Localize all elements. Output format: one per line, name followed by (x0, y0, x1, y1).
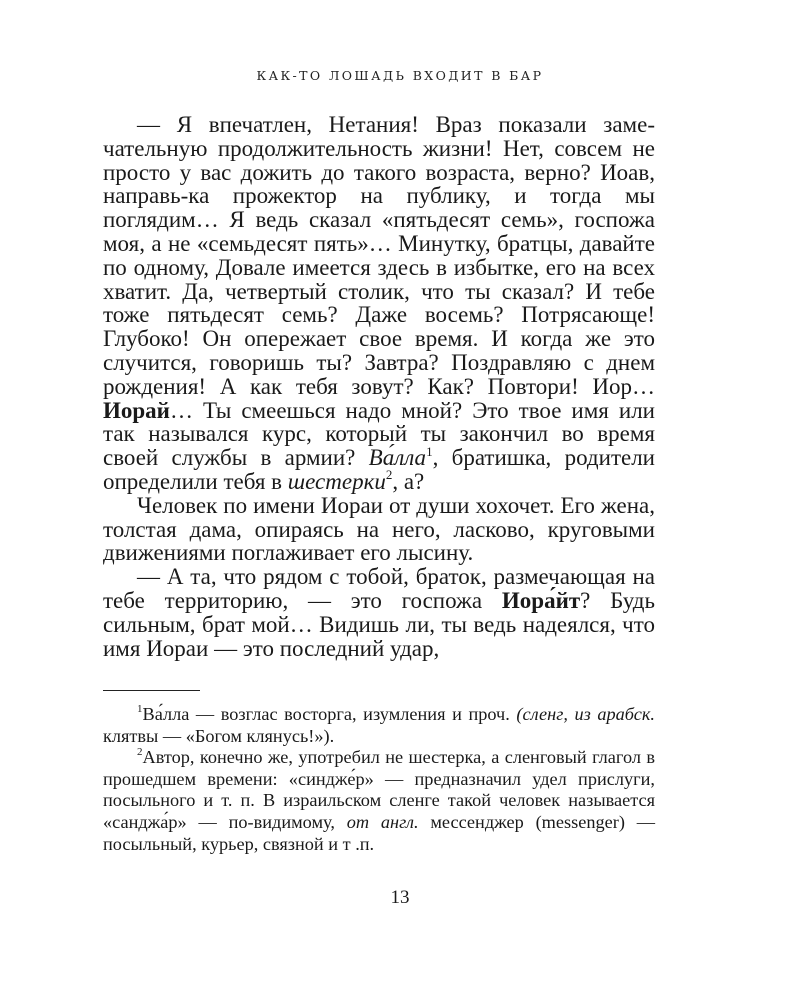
footnote-ref: 2 (385, 467, 393, 483)
page-number: 13 (390, 887, 410, 908)
text-run: ? Будь сильным, брат мой… Видишь ли, ты ведь надеялся, что имя Иораи — это последний удар, (103, 587, 655, 661)
text-run: — А та, что рядом с тобой, браток, размечающая на тебе территорию, — это госпожа (103, 564, 655, 613)
paragraph (103, 565, 655, 660)
footnote-text: Ва́лла — возглас восторга, изумления и проч. (142, 704, 510, 724)
footnote (103, 747, 655, 855)
italic-word: Ва́лла (368, 445, 427, 471)
footnote-text: Автор, конечно же, употребил не шестерка, а сленговый глагол в прошедшем времени: «синдже́р» — предназначил удел прислуги, посыльного и т. п. В израильском сленге такой человек называется «санджа́р» — по-видимому, (103, 747, 655, 832)
footnote-number: 1 (137, 702, 143, 715)
text-run: , а? (392, 468, 425, 494)
footnote-text: мессенджер (messenger) — посыльный, курьер, связной и т .п. (103, 811, 655, 854)
bold-name: Иора́йт (501, 587, 581, 613)
footnotes (103, 704, 655, 855)
footnote-italic: (сленг, из арабск. (516, 704, 655, 724)
text-run: — Я впечатлен, Нетания! Враз показали замечательную продолжительность жизни! Нет, совсем не просто у вас дожить до такого возраста, верно? Иоав, направь-ка прожектор на публику, и тогда мы поглядим… Я ведь сказал «пятьдесят семь», госпожа моя, а не «семьдесят пять»… Минутку, братцы, давайте по одному, Довале имеется здесь в избытке, его на всех хватит. Да, четвертый столик, что ты сказал? И тебе тоже пятьдесят семь? Даже восемь? Потрясающе! Глубоко! Он опережает свое время. И когда же это случится, говоришь ты? Завтра? Поздравляю с днем рождения! А как тебя зовут? Как? Повтори! Иор… (103, 112, 655, 399)
footnote-italic: от англ. (346, 811, 419, 832)
running-header: КАК-ТО ЛОШАДЬ ВХОДИТ В БАР (256, 68, 544, 83)
paragraph: Человек по имени Иораи от души хохочет. Его жена, толстая дама, опираясь на него, ласково, круговыми движениями поглаживает его лысину. (103, 492, 655, 566)
paragraph (103, 113, 655, 494)
footnote-ref: 1 (426, 443, 433, 459)
text-run: … Ты смеешься надо мной? Это твое имя или так назывался курс, который ты закончил во время своей службы в армии? (103, 397, 655, 471)
bold-name: Иорай (103, 397, 170, 423)
footnote (103, 704, 655, 747)
footnote-number: 2 (137, 746, 143, 759)
italic-word: шестерки (287, 468, 386, 494)
main-text (103, 113, 655, 660)
footnote-text: клятвы — «Богом клянусь!»). (103, 725, 335, 746)
text-run: , братишка, родители определили тебя в (103, 445, 655, 494)
footnote-divider (103, 690, 200, 691)
